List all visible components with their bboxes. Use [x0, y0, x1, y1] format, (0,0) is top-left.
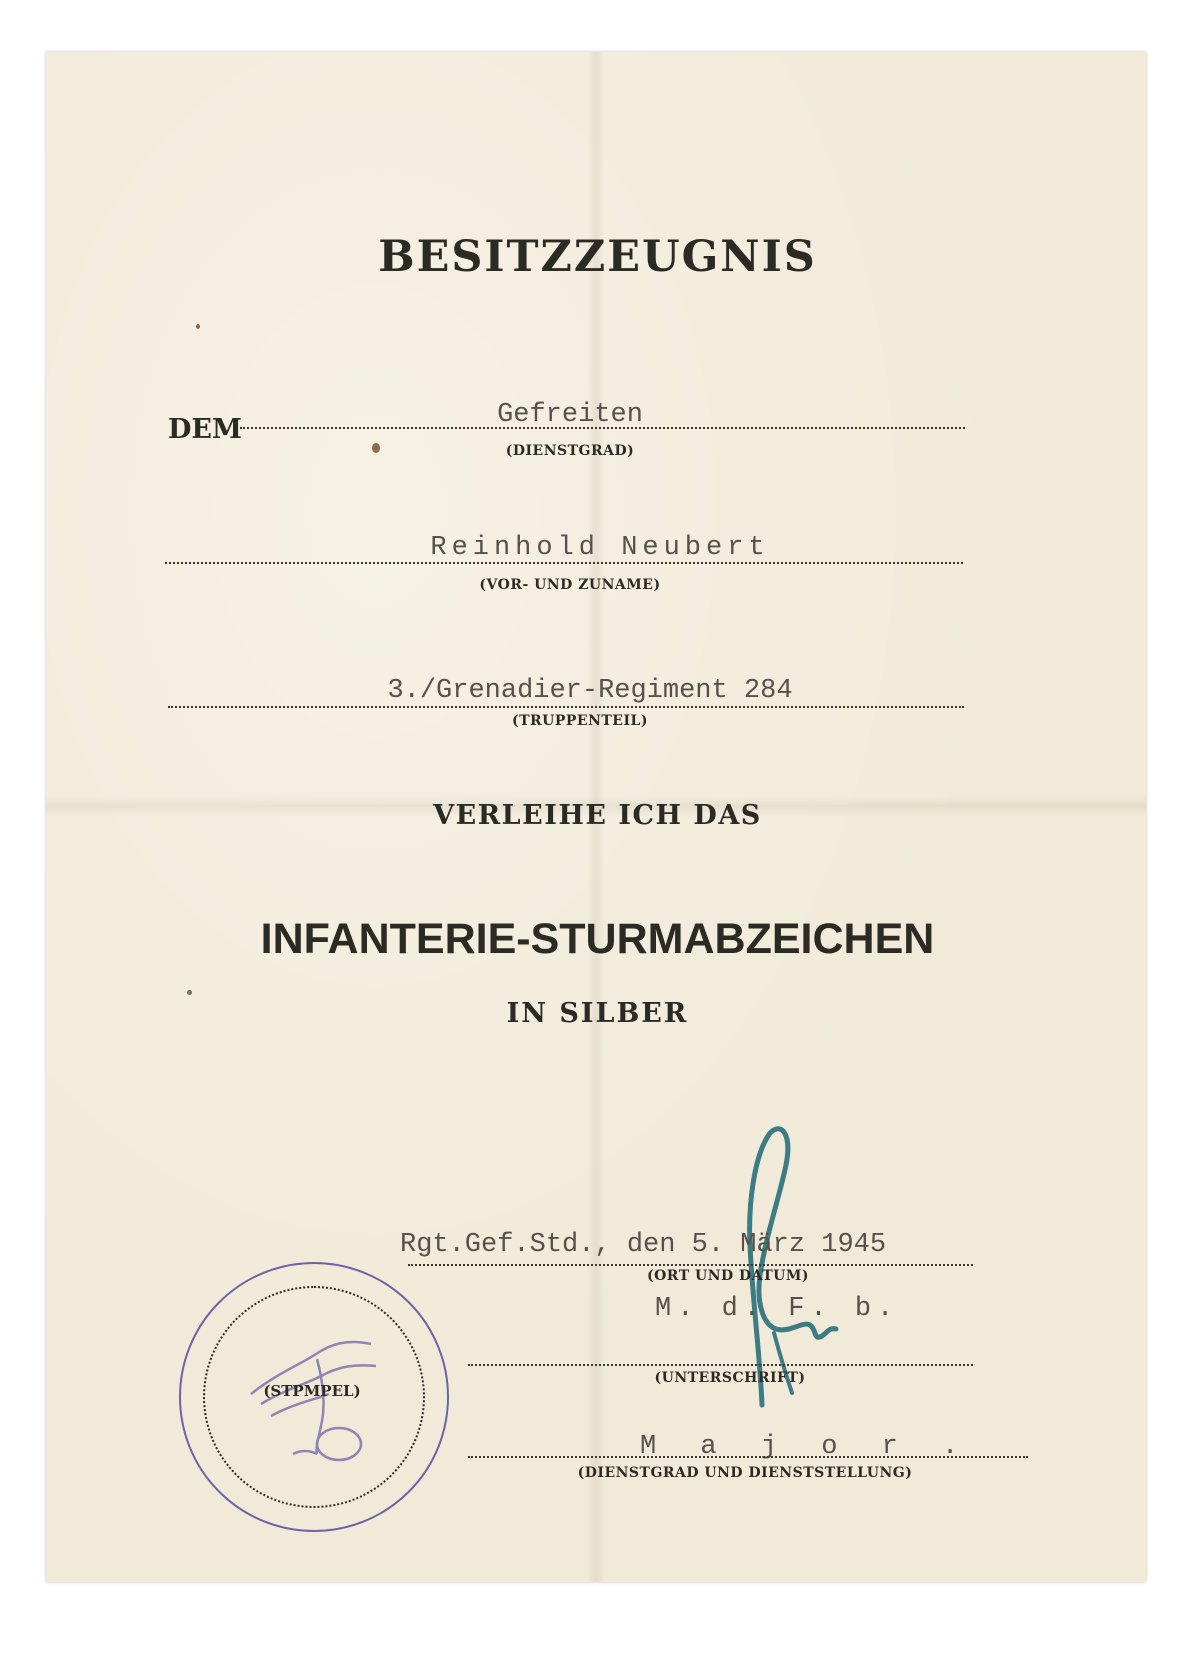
dem-label: DEM — [168, 414, 242, 445]
unit-caption: (TRUPPENTEIL) — [511, 713, 648, 729]
position-value: M a j o r . — [640, 1432, 973, 1462]
stain-mark — [187, 990, 192, 995]
unit-value: 3./Grenadier-Regiment 284 — [387, 676, 793, 706]
place-date-value: Rgt.Gef.Std., den 5. März 1945 — [400, 1230, 887, 1260]
position-dotted-line — [468, 1456, 1028, 1458]
position-caption: (DIENSTGRAD UND DIENSTSTELLUNG) — [577, 1465, 913, 1481]
award-grade: IN SILBER — [506, 998, 689, 1029]
rank-caption: (DIENSTGRAD) — [505, 443, 635, 459]
signature-caption: (UNTERSCHRIFT) — [654, 1370, 806, 1386]
name-value: Reinhold Neubert — [430, 533, 770, 563]
rank-value: Gefreiten — [497, 400, 643, 430]
stamp-label: (STPMPEL) — [263, 1382, 361, 1400]
place-date-caption: (ORT UND DATUM) — [646, 1268, 809, 1284]
verleihe-text: VERLEIHE ICH DAS — [433, 800, 762, 831]
document-title: BESITZZEUGNIS — [378, 232, 817, 282]
signature-dotted-line — [468, 1364, 973, 1366]
name-caption: (VOR- UND ZUNAME) — [479, 577, 661, 593]
place-date-dotted-line — [408, 1264, 973, 1266]
stain-mark — [372, 443, 380, 453]
award-name: INFANTERIE-STURMABZEICHEN — [260, 915, 935, 963]
stain-mark — [196, 324, 200, 329]
unit-dotted-line — [168, 706, 964, 708]
official-stamp — [179, 1262, 449, 1532]
mdfb-value: M. d. F. b. — [655, 1294, 900, 1324]
